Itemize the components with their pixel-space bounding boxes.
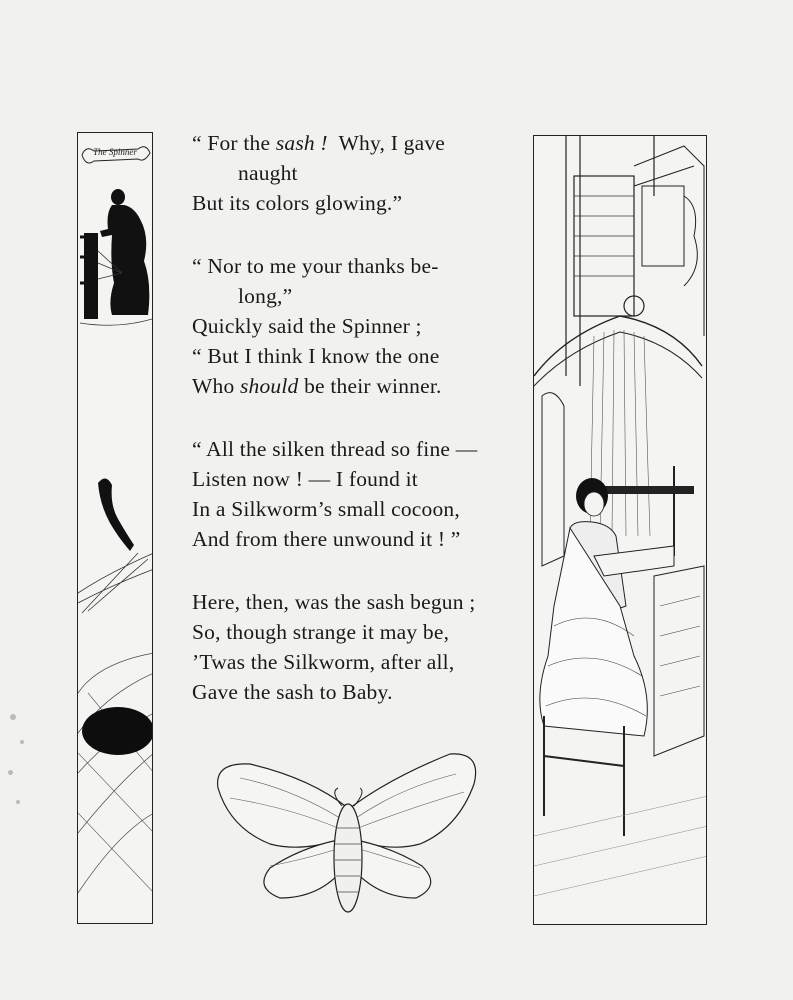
poem-line xyxy=(192,128,502,158)
line-segment: Who xyxy=(192,374,240,398)
spinner-silhouette-illustration xyxy=(78,133,153,924)
line-segment: Why, I gave xyxy=(327,131,446,155)
poem-line: naught xyxy=(238,161,298,185)
poem-line: Listen now ! — I found it xyxy=(192,467,418,491)
stanza xyxy=(192,434,502,554)
poem-line: Gave the sash to Baby. xyxy=(192,680,393,704)
scan-speck xyxy=(8,770,13,775)
emphasized-word: sash ! xyxy=(275,131,328,155)
right-illustration-panel xyxy=(533,135,707,925)
left-illustration-panel xyxy=(77,132,153,924)
scan-speck xyxy=(20,740,24,744)
banner-label: The Spinner xyxy=(93,147,137,157)
poem-line: In a Silkworm’s small cocoon, xyxy=(192,497,460,521)
poem-line: “ But I think I know the one xyxy=(192,344,440,368)
poem-line: ’Twas the Silkworm, after all, xyxy=(192,650,455,674)
poem-line: Quickly said the Spinner ; xyxy=(192,314,422,338)
woman-at-loom-illustration xyxy=(534,136,707,925)
poem-text xyxy=(192,128,502,740)
scan-speck xyxy=(16,800,20,804)
poem-line xyxy=(192,371,502,401)
stanza xyxy=(192,251,502,401)
poem-line: long,” xyxy=(238,284,293,308)
line-segment: be their winner. xyxy=(298,374,442,398)
line-segment: “ For the xyxy=(192,131,276,155)
poem-line: And from there unwound it ! ” xyxy=(192,527,461,551)
poem-line: Here, then, was the sash begun ; xyxy=(192,590,476,614)
poem-line: “ Nor to me your thanks be- xyxy=(192,254,439,278)
scan-speck xyxy=(10,714,16,720)
poem-line: “ All the silken thread so fine — xyxy=(192,437,478,461)
poem-line: But its colors glowing.” xyxy=(192,191,403,215)
silk-moth-illustration xyxy=(210,748,485,920)
emphasized-word: should xyxy=(239,374,299,398)
poem-line: So, though strange it may be, xyxy=(192,620,450,644)
stanza xyxy=(192,587,502,707)
stanza xyxy=(192,128,502,218)
